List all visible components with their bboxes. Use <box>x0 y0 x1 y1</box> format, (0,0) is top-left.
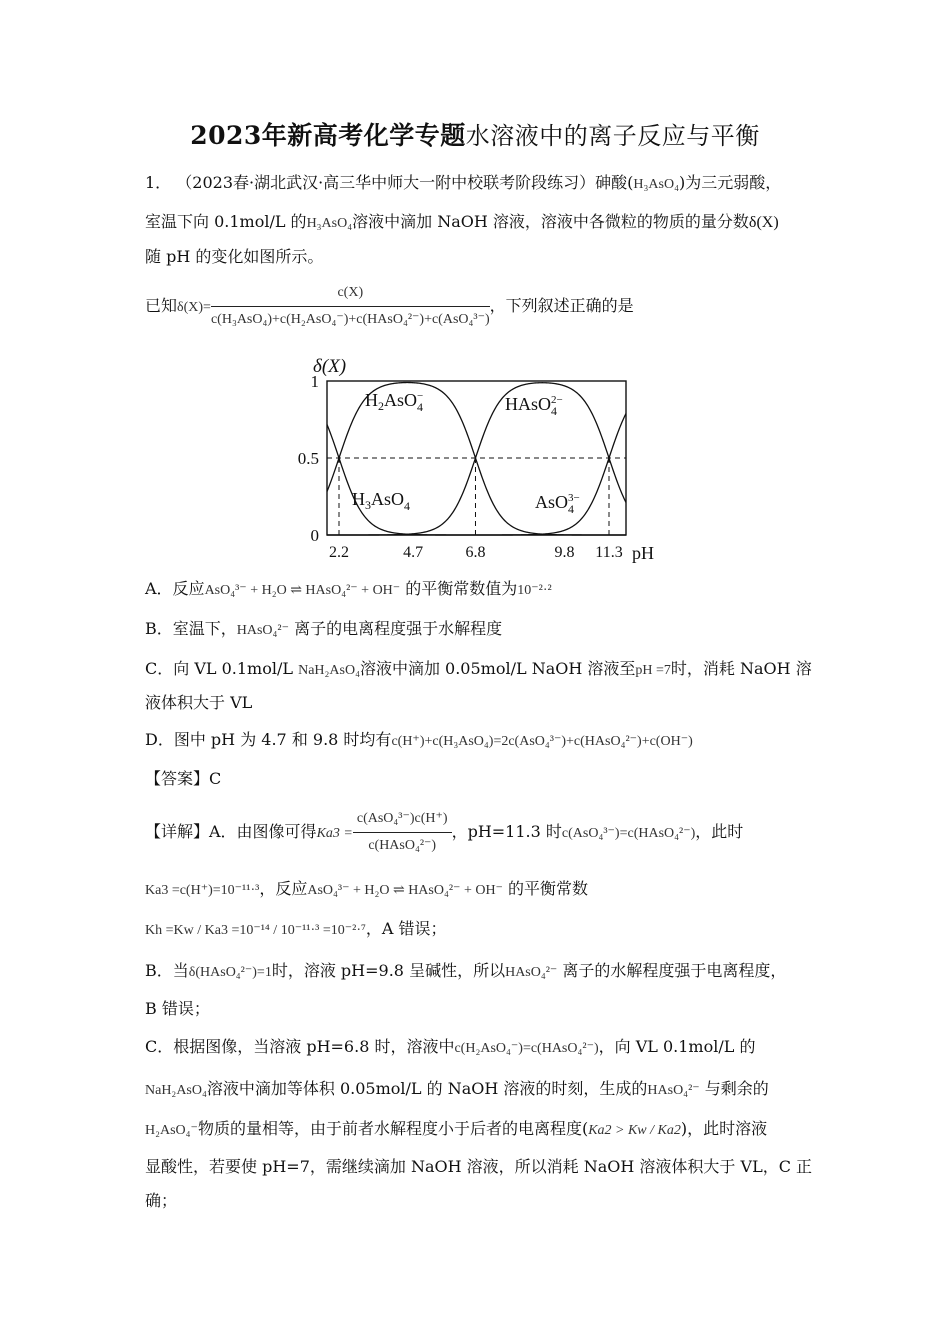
y-axis-label: δ(X) <box>313 356 347 377</box>
y-tick-label: 0 <box>310 526 319 545</box>
series-label-h3aso4: $H_3AsO_4$ <box>352 489 411 513</box>
ka3-fraction: $\frac{\text{c(AsO₄³⁻)c(H⁺)}}{\text{c(HAsO₄²⁻)}}$ <box>353 808 452 857</box>
page-title <box>0 116 950 152</box>
x-tick-label: 2.2 <box>329 544 349 561</box>
option-c-line-1: C．向 VL 0.1mol/L NaH₂AsO₄溶液中滴加 0.05mol/L NaOH 溶液至pH =7时，消耗 NaOH 溶 <box>145 659 812 678</box>
acid-formula: H₃AsO₄ <box>633 177 679 192</box>
x-tick-label: 6.8 <box>465 544 486 561</box>
option-d: D．图中 pH 为 4.7 和 9.8 时均有c(H⁺)+c(H₃AsO₄)=2c(AsO₄³⁻)+c(HAsO₄²⁻)+c(OH⁻) <box>145 730 693 749</box>
x-axis-label: pH <box>632 543 654 563</box>
series-line-4 <box>327 413 626 535</box>
option-c-line-2: 液体积大于 VL <box>145 693 253 712</box>
explain-a-line-2: Ka3 =c(H⁺)=10⁻¹¹·³，反应AsO₄³⁻ + H₂O ⇌ HAsO₄²⁻ + OH⁻ 的平衡常数 <box>145 879 589 898</box>
y-tick-label: 0.5 <box>297 449 319 468</box>
y-tick-label: 1 <box>310 372 319 391</box>
answer-line: 【答案】C <box>145 769 222 788</box>
explain-c-line-4: 显酸性，若要使 pH=7，需继续滴加 NaOH 溶液，所以消耗 NaOH 溶液体积大于 VL，C 正 <box>145 1157 813 1176</box>
question-line-2: 室温下向 0.1mol/L 的H₃AsO₄溶液中滴加 NaOH 溶液，溶液中各微粒的物质的量分数δ(X) <box>145 212 779 231</box>
title-main: 2023年新高考化学专题 <box>190 121 466 150</box>
series-label-haso4: HAsO$_4$2− <box>505 394 563 418</box>
explain-c-line-3: H₂AsO₄⁻物质的量相等，由于前者水解程度小于后者的电离程度(Ka2 > Kw / Ka2)，此时溶液 <box>145 1119 768 1138</box>
known-formula-line: 已知δ(X)= $\frac{c(X)}{\text{c(H₃AsO₄)+c(H₂AsO₄⁻)+c(HAsO₄²⁻)+c(AsO₄³⁻)}}$ ，下列叙述正确的是 <box>145 282 634 331</box>
series-label-h2aso4: $H_2AsO_4-$ <box>365 390 424 414</box>
distribution-chart <box>290 350 670 565</box>
explain-a-line-3: Kh =Kw / Ka3 =10⁻¹⁴ / 10⁻¹¹·³ =10⁻²·⁷，A 错误； <box>145 919 447 938</box>
explain-c-line-1: C．根据图像，当溶液 pH=6.8 时，溶液中c(H₂AsO₄⁻)=c(HAsO₄²⁻)，向 VL 0.1mol/L 的 <box>145 1037 756 1056</box>
x-tick-label: 11.3 <box>595 544 623 561</box>
option-b: B．室温下，HAsO₄²⁻ 离子的电离程度强于水解程度 <box>145 619 503 638</box>
explain-a-line-1: 【详解】A．由图像可得Ka3 = $\frac{\text{c(AsO₄³⁻)c(H⁺)}}{\text{c(HAsO₄²⁻)}}$ ，pH=11.3 时c(AsO₄³⁻)=c(HAsO₄²⁻)，此时 <box>145 808 743 857</box>
explain-b-line-1: B．当δ(HAsO₄²⁻)=1时，溶液 pH=9.8 呈碱性，所以HAsO₄²⁻ 离子的水解程度强于电离程度， <box>145 961 787 980</box>
title-sub: 水溶液中的离子反应与平衡 <box>465 122 760 150</box>
explain-c-line-5: 确； <box>145 1191 178 1210</box>
x-tick-label: 4.7 <box>403 544 424 561</box>
question-line-3: 随 pH 的变化如图所示。 <box>145 247 324 266</box>
question-line-1: 1． （2023春·湖北武汉·高三华中师大一附中校联考阶段练习）砷酸(H₃AsO₄)为三元弱酸， <box>145 173 782 192</box>
option-a: A．反应AsO₄³⁻ + H₂O ⇌ HAsO₄²⁻ + OH⁻ 的平衡常数值为10⁻²·² <box>145 579 552 598</box>
series-label-aso4: AsO$_4$3− <box>535 492 580 516</box>
explain-b-line-2: B 错误； <box>145 999 210 1018</box>
delta-fraction: $\frac{c(X)}{\text{c(H₃AsO₄)+c(H₂AsO₄⁻)+c(HAsO₄²⁻)+c(AsO₄³⁻)}}$ <box>211 282 490 331</box>
explain-c-line-2: NaH₂AsO₄溶液中滴加等体积 0.05mol/L 的 NaOH 溶液的时刻，生成的HAsO₄²⁻ 与剩余的 <box>145 1079 769 1098</box>
x-tick-label: 9.8 <box>554 544 575 561</box>
